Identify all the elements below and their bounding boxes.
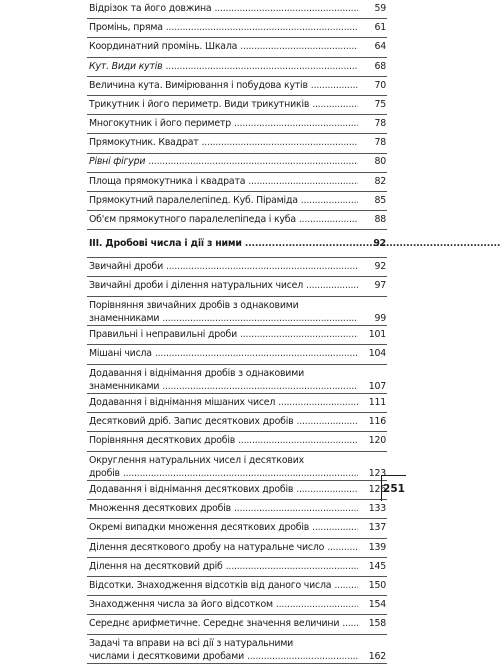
toc-page-number: 158 [368, 618, 386, 630]
toc-entry [87, 413, 387, 432]
toc-entry [87, 277, 387, 296]
toc-entry-title: Окремі випадки множення десяткових дробів [89, 522, 310, 534]
toc-entry [87, 432, 387, 451]
toc-entry-title: Середнє арифметичне. Середнє значення величини [89, 618, 340, 630]
toc-page-number: 70 [374, 79, 386, 91]
toc-entry-title: ІІІ. Дробові числа і дії з ними [89, 238, 242, 250]
dot-leader [166, 58, 358, 76]
toc-entry-title: Додавання і віднімання мішаних чисел [89, 396, 276, 408]
section-heading [87, 230, 387, 258]
dot-leader [155, 345, 358, 363]
toc-page-number: 107 [368, 380, 386, 392]
toc-page-number: 99 [374, 312, 386, 324]
toc-entry-title: Прямокутний паралелепіпед. Куб. Піраміда [89, 194, 298, 206]
toc-entry [87, 0, 387, 19]
toc-page-number: 61 [374, 22, 386, 34]
toc-page-number: 97 [374, 280, 386, 292]
toc-entry [87, 539, 387, 558]
toc-entry-title: Додавання і віднімання десяткових дробів [89, 484, 294, 496]
toc-entry-title: Величина кута. Вимірювання і побудова кутів [89, 79, 308, 91]
toc-entry-title: Множення десяткових дробів [89, 503, 231, 515]
toc-entry [87, 297, 387, 327]
dot-leader [296, 481, 358, 499]
dot-leader [327, 539, 358, 557]
toc-entry-title-line1: Порівняння звичайних дробів з однаковими [89, 299, 299, 311]
toc-entry [87, 596, 387, 615]
toc-entry-title-line1: Додавання і віднімання дробів з однаковими [89, 367, 304, 379]
toc-entry [87, 615, 387, 634]
dot-leader [123, 467, 358, 481]
toc-page-number: 59 [374, 2, 386, 14]
toc-entry [87, 154, 387, 173]
dot-leader [312, 519, 358, 537]
dot-leader [334, 577, 358, 595]
dot-leader [278, 394, 358, 412]
toc-page-number: 78 [374, 137, 386, 149]
toc-entry-title: Ділення на десятковий дріб [89, 560, 223, 572]
dot-leader [296, 413, 358, 431]
toc-entry [87, 577, 387, 596]
toc-entry-title: Звичайні дроби і ділення натуральних чисел [89, 280, 304, 292]
dot-leader [306, 277, 358, 295]
dot-leader [234, 500, 358, 518]
toc-entry [87, 96, 387, 115]
dot-leader [342, 615, 358, 633]
toc-entry-title: Звичайні дроби [89, 261, 163, 273]
toc-entry-title: Кут. Види кутів [89, 60, 163, 72]
dot-leader [226, 558, 358, 576]
toc-entry [87, 19, 387, 38]
toc-entry-title-line1: Задачі та вправи на всі дії з натуральними [89, 637, 294, 649]
toc-page-number: 154 [368, 599, 386, 611]
toc-page-number: 85 [374, 194, 386, 206]
toc-page-number: 78 [374, 118, 386, 130]
toc-entry [87, 38, 387, 57]
toc-page-number: 101 [368, 329, 386, 341]
toc-entry-title: Відрізок та його довжина [89, 2, 212, 14]
dot-leader [248, 173, 358, 191]
toc-entry [87, 635, 387, 664]
toc-page-number: 92 [374, 261, 386, 273]
toc-entry [87, 326, 387, 345]
toc-page-number: 104 [368, 348, 386, 360]
toc-entry-title: Координатний промінь. Шкала [89, 41, 238, 53]
toc-entry [87, 115, 387, 134]
toc-entry-title-line1: Округлення натуральних чисел і десяткових [89, 454, 304, 466]
dot-leader [312, 96, 358, 114]
toc-page-number: 145 [368, 560, 386, 572]
dot-leader [276, 596, 358, 614]
toc-entry [87, 481, 387, 500]
toc-page-number: 139 [368, 541, 386, 553]
toc-entry-title: Об'єм прямокутного паралелепіпеда і куба [89, 214, 296, 226]
toc-entry-title: Правильні і неправильні дроби [89, 329, 237, 341]
toc-entry-title: Прямокутник. Квадрат [89, 137, 199, 149]
dot-leader [166, 258, 358, 276]
toc-entry [87, 365, 387, 395]
dot-leader [311, 77, 358, 95]
toc-page-number: 64 [374, 41, 386, 53]
toc-entry [87, 258, 387, 277]
toc-entry [87, 211, 387, 230]
toc-entry-title: знаменниками [89, 380, 160, 392]
toc-entry [87, 134, 387, 153]
dot-leader [162, 312, 358, 326]
toc-entry [87, 500, 387, 519]
toc-entry-title: Промінь, пряма [89, 22, 163, 34]
dot-leader [166, 19, 358, 37]
toc-entry-title: Рівні фігури [89, 156, 146, 168]
toc-page-number: 133 [368, 503, 386, 515]
dot-leader [240, 38, 358, 56]
toc-page-number: 75 [374, 98, 386, 110]
dot-leader [214, 0, 358, 18]
toc-entry-title: Порівняння десяткових дробів [89, 435, 236, 447]
page-number: 251 [381, 475, 406, 501]
dot-leader [234, 115, 358, 133]
toc-entry-title: Десятковий дріб. Запис десяткових дробів [89, 416, 294, 428]
table-of-contents [87, 0, 387, 664]
toc-entry [87, 58, 387, 77]
toc-page-number: 150 [368, 579, 386, 591]
dot-leader [202, 134, 358, 152]
toc-entry [87, 558, 387, 577]
dot-leader [148, 153, 358, 171]
toc-entry-title: Трикутник і його периметр. Види трикутників [89, 98, 310, 110]
dot-leader [247, 650, 358, 664]
toc-entry-title: Ділення десяткового дробу на натуральне число [89, 541, 325, 553]
toc-page-number: 92 [373, 238, 386, 250]
toc-page-number: 68 [374, 60, 386, 72]
dot-leader [162, 380, 358, 394]
dot-leader [238, 432, 358, 450]
toc-entry-title: знаменниками [89, 312, 160, 324]
toc-entry-title: числами і десятковими дробами [89, 650, 244, 662]
toc-page-number: 126 [368, 484, 386, 496]
toc-entry-title: Знаходження числа за його відсотком [89, 599, 273, 611]
toc-page-number: 82 [374, 175, 386, 187]
toc-page-number: 111 [368, 396, 386, 408]
dot-leader [301, 192, 358, 210]
toc-entry [87, 173, 387, 192]
toc-entry-title: Площа прямокутника і квадрата [89, 175, 246, 187]
dot-leader [240, 326, 358, 344]
toc-page-number: 162 [368, 650, 386, 662]
dot-leader [299, 211, 358, 229]
toc-entry [87, 192, 387, 211]
toc-entry-title: Мішані числа [89, 348, 152, 360]
toc-page-number: 120 [368, 435, 386, 447]
toc-entry [87, 394, 387, 413]
toc-entry [87, 77, 387, 96]
toc-page-number: 137 [368, 522, 386, 534]
toc-entry [87, 519, 387, 538]
toc-entry-title: дробів [89, 467, 120, 479]
toc-entry [87, 452, 387, 482]
toc-page-number: 116 [368, 416, 386, 428]
toc-entry-title: Многокутник і його периметр [89, 118, 231, 130]
toc-page-number: 80 [374, 156, 386, 168]
toc-page-number: 88 [374, 214, 386, 226]
toc-page-number: 123 [368, 467, 386, 479]
toc-entry-title: Відсотки. Знаходження відсотків від даного числа [89, 579, 332, 591]
toc-entry [87, 345, 387, 364]
